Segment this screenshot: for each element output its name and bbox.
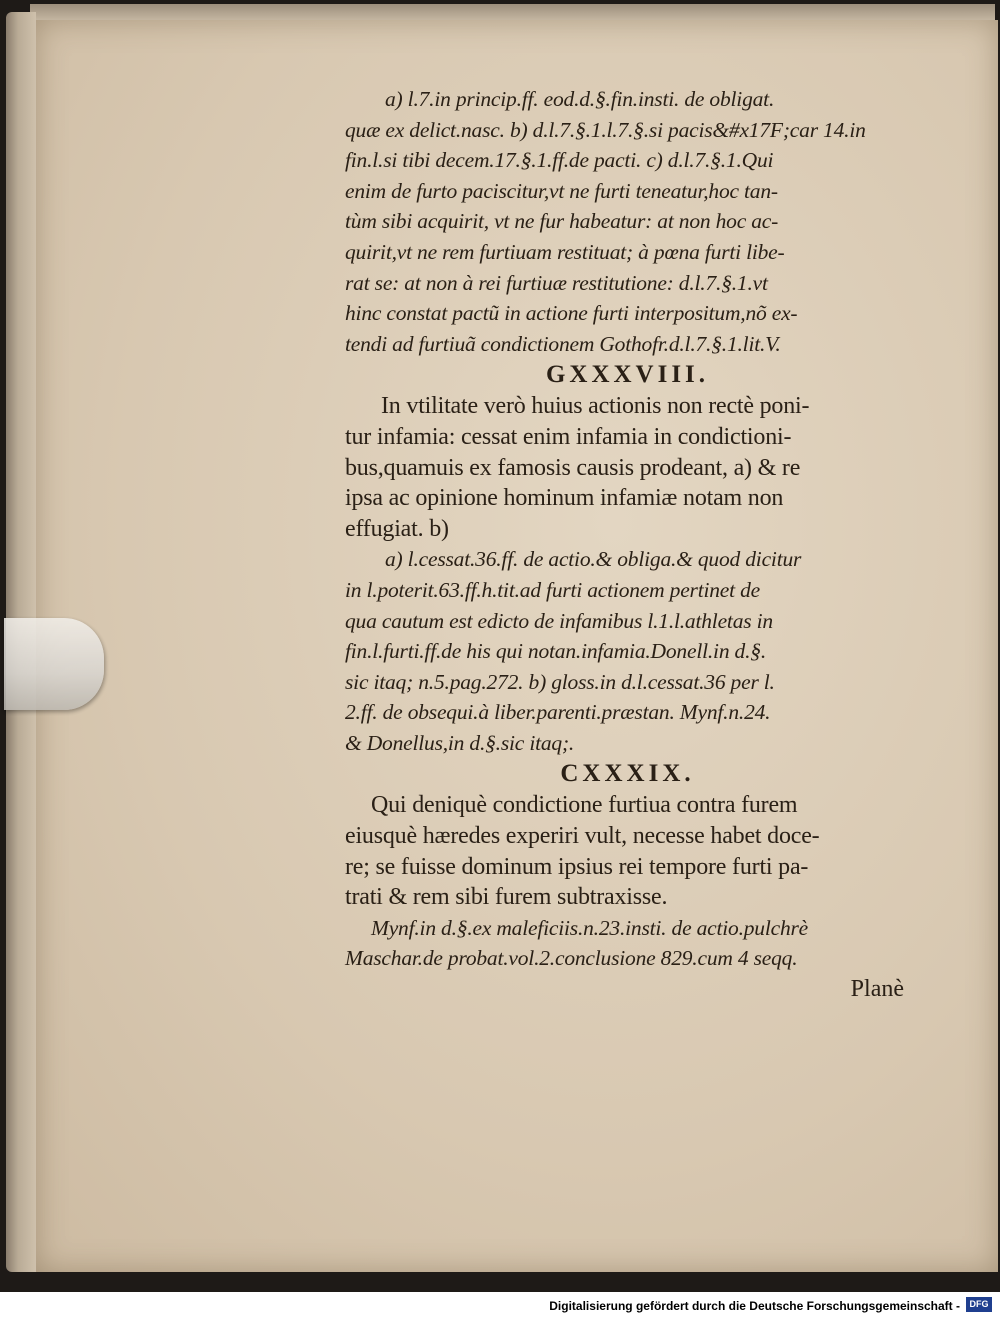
catchword: Planè: [850, 976, 904, 1003]
note-line: enim de furto paciscitur,vt ne furti teneatur,hoc tan-: [345, 178, 778, 203]
note-line: a) l.7.in princip.ff. eod.d.§.fin.insti. de obligat.: [385, 87, 775, 111]
note-line: qua cautum est edicto de infamibus l.1.l.athletas in: [345, 608, 773, 633]
note-line: rat se: at non à rei furtiuæ restitutione: d.l.7.§.1.vt: [345, 270, 768, 295]
section-heading-138: GXXXVIII.: [545, 361, 710, 389]
dfg-logo: DFG: [966, 1297, 992, 1312]
note-line: in l.poterit.63.ff.h.tit.ad furti actionem pertinet de: [345, 577, 760, 602]
note-line: fin.l.furti.ff.de his qui notan.infamia.Donell.in d.§.: [345, 639, 766, 664]
note-line: tendi ad furtiuã condictionem Gothofr.d.l.7.§.1.lit.V.: [345, 331, 781, 356]
note-line: Mynf.in d.§.ex maleficiis.n.23.insti. de actio.pulchrè: [371, 915, 809, 940]
body-line: effugiat. b): [345, 515, 449, 542]
body-line: Qui deniquè condictione furtiua contra furem: [371, 792, 798, 819]
note-line: fin.l.si tibi decem.17.§.1.ff.de pacti. c) d.l.7.§.1.Qui: [345, 148, 774, 173]
page-clip: [4, 618, 104, 710]
footer-bar: [0, 1292, 1000, 1318]
note-line: hinc constat pactũ in actione furti interpositum,nõ ex-: [345, 301, 798, 326]
paragraph-138: [345, 391, 910, 544]
body-line: trati & rem sibi furem subtraxisse.: [345, 884, 668, 911]
note-line: 2.ff. de obsequi.à liber.parenti.præstan. Mynf.n.24.: [345, 700, 771, 725]
footnote-block-1: [345, 84, 910, 359]
body-line: bus,quamuis ex famosis causis prodeant, a) & re: [345, 454, 801, 481]
footer-credit: Digitalisierung gefördert durch die Deutsche Forschungsgemeinschaft -: [549, 1299, 960, 1313]
page-text-block: [345, 84, 910, 1004]
note-line: & Donellus,in d.§.sic itaq;.: [345, 730, 575, 755]
body-line: re; se fuisse dominum ipsius rei tempore furti pa-: [345, 853, 809, 880]
footnote-block-2: [345, 544, 910, 758]
note-line: tùm sibi acquirit, vt ne fur habeatur: at non hoc ac-: [345, 209, 779, 234]
section-heading-139: CXXXIX.: [560, 760, 695, 788]
body-line: eiusquè hæredes experiri vult, necesse habet doce-: [345, 823, 820, 850]
body-line: In vtilitate verò huius actionis non rectè poni-: [381, 393, 810, 420]
note-line: quirit,vt ne rem furtiuam restituat; à pœna furti libe-: [345, 239, 785, 264]
paragraph-139: [345, 790, 910, 912]
body-line: tur infamia: cessat enim infamia in condictioni-: [345, 423, 792, 450]
body-line: ipsa ac opinione hominum infamiæ notam non: [345, 485, 784, 512]
note-line: a) l.cessat.36.ff. de actio.& obliga.& quod dicitur: [385, 547, 802, 572]
footnote-block-3: [345, 913, 910, 974]
note-line: quæ ex delict.nasc. b) d.l.7.§.1.l.7.§.si pacis&#x17F;car 14.in: [345, 117, 866, 142]
note-line: Maschar.de probat.vol.2.conclusione 829.cum 4 seqq.: [345, 946, 798, 971]
note-line: sic itaq; n.5.pag.272. b) gloss.in d.l.cessat.36 per l.: [345, 669, 775, 694]
